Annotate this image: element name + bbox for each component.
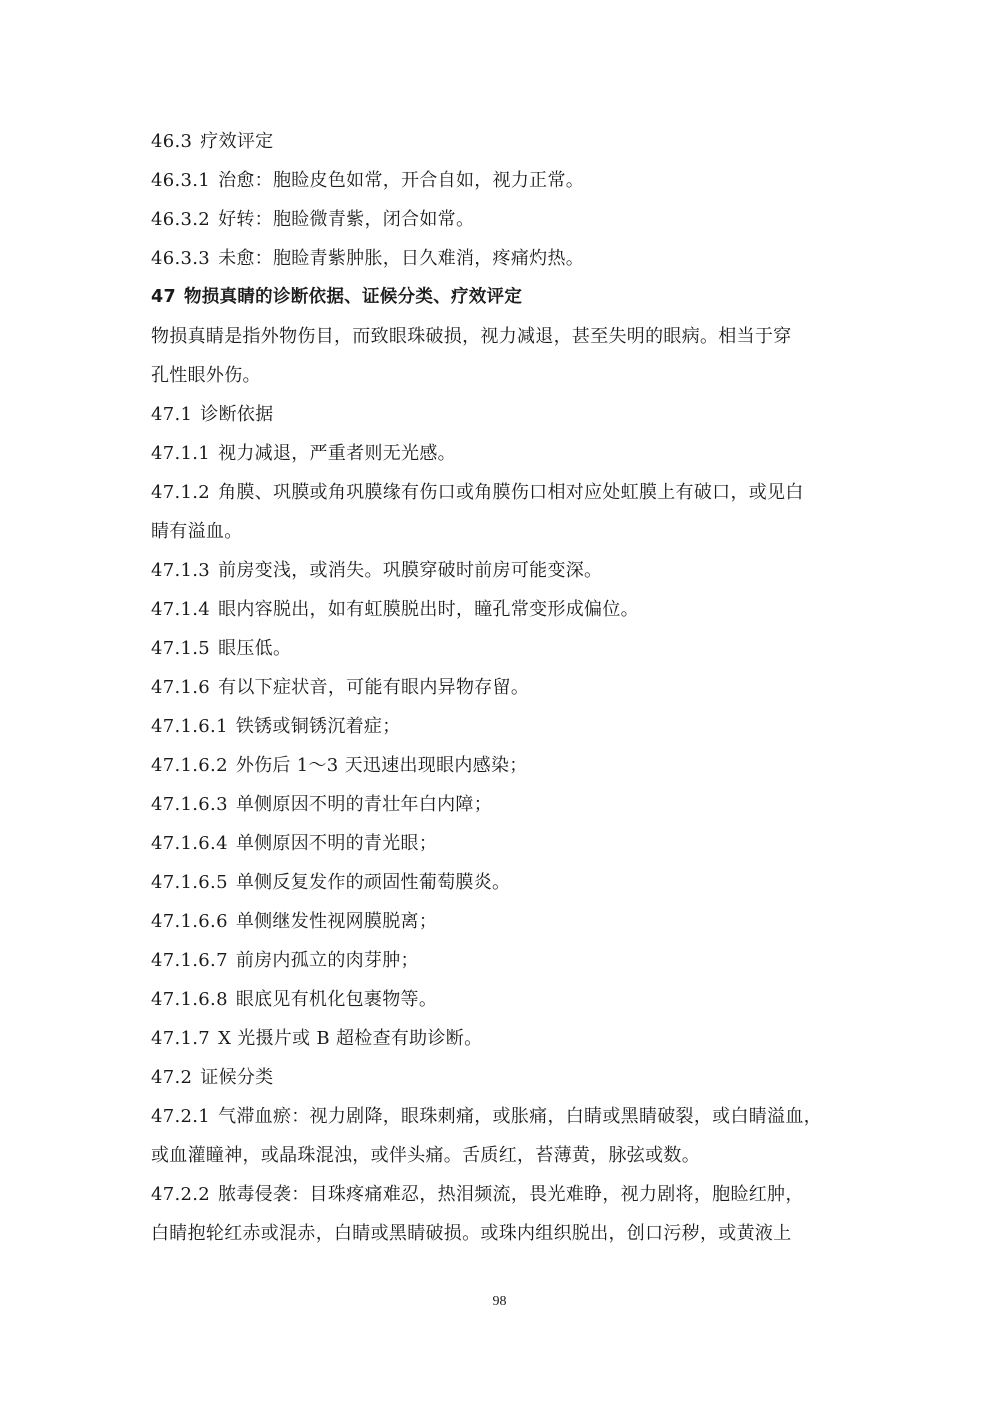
clause-text: 铁锈或铜锈沉着症； <box>235 716 401 737</box>
clause-number: 47.1.1 <box>151 443 211 464</box>
clause-47-1-6-3 <box>151 785 851 824</box>
clause-text: 或血灌瞳神，或晶珠混浊，或伴头痛。舌质红，苔薄黄，脉弦或数。 <box>151 1145 700 1166</box>
clause-47-2-2 <box>151 1175 851 1214</box>
clause-text: 前房内孤立的肉芽肿； <box>235 950 419 971</box>
clause-number: 46.3.2 <box>151 209 211 230</box>
page-body <box>151 122 851 1253</box>
clause-number: 47.1.6.7 <box>151 950 228 971</box>
clause-text: 治愈：胞睑皮色如常，开合自如，视力正常。 <box>218 170 585 191</box>
clause-number: 47.2 <box>151 1067 193 1088</box>
clause-47-1-6-8 <box>151 980 851 1019</box>
clause-46-3-1 <box>151 161 851 200</box>
clause-47-1-6 <box>151 668 851 707</box>
clause-text: 有以下症状音，可能有眼内异物存留。 <box>218 677 530 698</box>
clause-number: 47.1.6.6 <box>151 911 228 932</box>
clause-text: 诊断依据 <box>200 404 274 425</box>
clause-47-2-2-continued <box>151 1214 851 1253</box>
clause-text: 气滞血瘀：视力剧降，眼珠刺痛，或胀痛，白睛或黑睛破裂，或白睛溢血， <box>218 1106 822 1127</box>
clause-text: 前房变浅，或消失。巩膜穿破时前房可能变深。 <box>218 560 603 581</box>
clause-text: 角膜、巩膜或角巩膜缘有伤口或角膜伤口相对应处虹膜上有破口，或见白 <box>218 482 804 503</box>
clause-text: 外伤后 1～3 天迅速出现眼内感染； <box>235 755 528 776</box>
clause-text: 视力减退，严重者则无光感。 <box>218 443 456 464</box>
clause-number: 47.1.6.4 <box>151 833 228 854</box>
clause-text: X 光摄片或 B 超检查有助诊断。 <box>218 1028 483 1049</box>
clause-text: 白睛抱轮红赤或混赤，白睛或黑睛破损。或珠内组织脱出，创口污秽，或黄液上 <box>151 1223 792 1244</box>
clause-number: 47.1 <box>151 404 193 425</box>
section-47-2-title <box>151 1058 851 1097</box>
clause-text: 单侧反复发作的顽固性葡萄膜炎。 <box>235 872 511 893</box>
chapter-title: 物损真睛的诊断依据、证候分类、疗效评定 <box>183 287 523 307</box>
section-46-3-title <box>151 122 851 161</box>
clause-47-1-6-1 <box>151 707 851 746</box>
definition-paragraph-line-2 <box>151 356 851 395</box>
clause-text: 脓毒侵袭：目珠疼痛难忍，热泪频流，畏光难睁，视力剧将，胞睑红肿， <box>218 1184 804 1205</box>
clause-number: 47.1.7 <box>151 1028 211 1049</box>
clause-47-1-5 <box>151 629 851 668</box>
clause-number: 47.1.6.2 <box>151 755 228 776</box>
clause-text: 单侧原因不明的青光眼； <box>235 833 438 854</box>
clause-text: 单侧继发性视网膜脱离； <box>235 911 438 932</box>
clause-number: 46.3 <box>151 131 193 152</box>
clause-46-3-2 <box>151 200 851 239</box>
paragraph-text: 孔性眼外伤。 <box>151 365 261 386</box>
clause-47-1-2 <box>151 473 851 512</box>
clause-text: 眼压低。 <box>218 638 292 659</box>
section-47-1-title <box>151 395 851 434</box>
chapter-number: 47 <box>151 287 176 307</box>
clause-47-1-6-2 <box>151 746 851 785</box>
clause-47-1-7 <box>151 1019 851 1058</box>
clause-text: 眼底见有机化包裹物等。 <box>235 989 438 1010</box>
chapter-47-heading <box>151 278 851 317</box>
clause-number: 46.3.1 <box>151 170 211 191</box>
clause-text: 眼内容脱出，如有虹膜脱出时，瞳孔常变形成偏位。 <box>218 599 639 620</box>
clause-number: 47.1.6.3 <box>151 794 228 815</box>
clause-47-2-1 <box>151 1097 851 1136</box>
clause-text: 疗效评定 <box>200 131 274 152</box>
clause-47-1-6-4 <box>151 824 851 863</box>
clause-number: 47.1.2 <box>151 482 211 503</box>
paragraph-text: 物损真睛是指外物伤目，而致眼珠破损，视力减退，甚至失明的眼病。相当于穿 <box>151 326 792 347</box>
clause-text: 睛有溢血。 <box>151 521 243 542</box>
page-number: 98 <box>492 1294 507 1309</box>
clause-text: 单侧原因不明的青壮年白内障； <box>235 794 493 815</box>
clause-47-1-3 <box>151 551 851 590</box>
clause-number: 47.2.2 <box>151 1184 211 1205</box>
clause-number: 47.2.1 <box>151 1106 211 1127</box>
clause-text: 未愈：胞睑青紫肿胀，日久难消，疼痛灼热。 <box>218 248 585 269</box>
definition-paragraph-line-1 <box>151 317 851 356</box>
clause-number: 47.1.6 <box>151 677 211 698</box>
clause-47-1-6-7 <box>151 941 851 980</box>
clause-47-1-6-5 <box>151 863 851 902</box>
clause-47-1-1 <box>151 434 851 473</box>
clause-number: 47.1.6.5 <box>151 872 228 893</box>
clause-number: 47.1.6.8 <box>151 989 228 1010</box>
clause-text: 好转：胞睑微青紫，闭合如常。 <box>218 209 475 230</box>
clause-47-1-2-continued <box>151 512 851 551</box>
clause-47-2-1-continued <box>151 1136 851 1175</box>
clause-47-1-6-6 <box>151 902 851 941</box>
clause-text: 证候分类 <box>200 1067 274 1088</box>
clause-number: 47.1.3 <box>151 560 211 581</box>
clause-46-3-3 <box>151 239 851 278</box>
clause-47-1-4 <box>151 590 851 629</box>
clause-number: 46.3.3 <box>151 248 211 269</box>
clause-number: 47.1.5 <box>151 638 211 659</box>
clause-number: 47.1.4 <box>151 599 211 620</box>
clause-number: 47.1.6.1 <box>151 716 228 737</box>
